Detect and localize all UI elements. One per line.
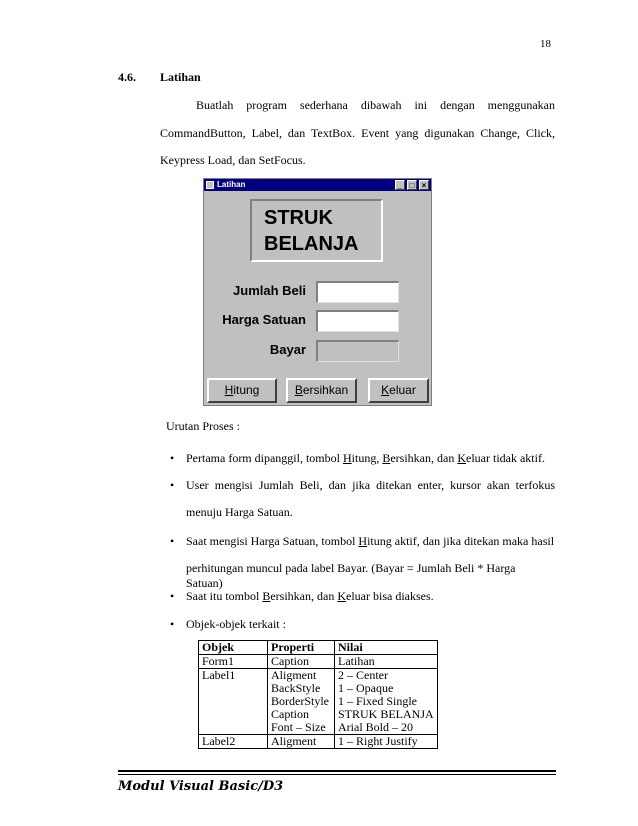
- bayar-output: [316, 340, 399, 362]
- vb-form-window: [203, 178, 432, 406]
- table-row: [199, 655, 438, 669]
- header-nilai: Nilai: [335, 641, 438, 655]
- header-properti: Properti: [268, 641, 335, 655]
- table-header-row: [199, 641, 438, 655]
- struk-belanja-label: [250, 199, 383, 262]
- section-number: 4.6.: [118, 70, 136, 84]
- bullet-3-line-2: perhitungan muncul pada label Bayar. (Bayar = Jumlah Beli * Harga Satuan): [186, 561, 516, 590]
- bullet-2-line-2: menuju Harga Satuan.: [186, 505, 293, 519]
- table-cell: Aligment BackStyle BorderStyle Caption Font – Size: [268, 669, 335, 735]
- table-cell: Caption: [268, 655, 335, 669]
- bullet-3-line-1: Saat mengisi Harga Satuan, tombol Hitung aktif, dan jika ditekan maka hasil: [186, 534, 555, 548]
- maximize-icon[interactable]: □: [407, 180, 417, 190]
- table-cell: 2 – Center 1 – Opaque 1 – Fixed Single STRUK BELANJA Arial Bold – 20: [335, 669, 438, 735]
- bullet-5-text: Objek-objek terkait :: [186, 617, 286, 631]
- jumlah-beli-input[interactable]: [316, 281, 399, 303]
- close-icon[interactable]: ×: [419, 180, 429, 190]
- footer-text: Modul Visual Basic/D3: [118, 779, 284, 794]
- table-cell: Aligment: [268, 735, 335, 749]
- jumlah-beli-label: Jumlah Beli: [233, 283, 306, 298]
- struk-line-2: BELANJA: [264, 233, 359, 255]
- minimize-icon[interactable]: _: [395, 180, 405, 190]
- window-title: Latihan: [217, 180, 246, 189]
- paragraph-line-1: Buatlah program sederhana dibawah ini dengan menggunakan: [196, 98, 555, 112]
- hitung-button[interactable]: Hitung: [207, 378, 277, 403]
- bullet-icon: •: [170, 451, 175, 465]
- bayar-label: Bayar: [269, 342, 306, 357]
- bullet-icon: •: [170, 617, 175, 631]
- footer-rule: [118, 774, 556, 775]
- harga-satuan-label: Harga Satuan: [222, 312, 306, 327]
- bullet-icon: •: [170, 478, 175, 492]
- paragraph-line-3: Keypress Load, dan SetFocus.: [160, 153, 306, 167]
- table-cell: Label1: [199, 669, 268, 735]
- table-cell: Form1: [199, 655, 268, 669]
- footer-rule: [118, 770, 556, 772]
- keluar-button[interactable]: Keluar: [368, 378, 429, 403]
- page-number: 18: [540, 38, 551, 50]
- table-row: [199, 735, 438, 749]
- table-row: [199, 669, 438, 735]
- harga-satuan-input[interactable]: [316, 310, 399, 332]
- process-heading: Urutan Proses :: [166, 419, 240, 433]
- header-objek: Objek: [199, 641, 268, 655]
- bersihkan-button[interactable]: Bersihkan: [286, 378, 357, 403]
- bullet-icon: •: [170, 589, 175, 603]
- struk-line-1: STRUK: [264, 207, 333, 229]
- bullet-icon: •: [170, 534, 175, 548]
- bullet-1-text: Pertama form dipanggil, tombol Hitung, Bersihkan, dan Keluar tidak aktif.: [186, 451, 545, 465]
- paragraph-line-2: CommandButton, Label, dan TextBox. Event yang digunakan Change, Click,: [160, 126, 555, 140]
- window-titlebar: [204, 179, 431, 191]
- bullet-2-line-1: User mengisi Jumlah Beli, dan jika ditekan enter, kursor akan terfokus: [186, 478, 555, 492]
- table-cell: Latihan: [335, 655, 438, 669]
- window-app-icon: [206, 181, 214, 189]
- table-cell: Label2: [199, 735, 268, 749]
- section-title: Latihan: [160, 70, 201, 84]
- table-cell: 1 – Right Justify: [335, 735, 438, 749]
- object-properties-table: [198, 640, 438, 749]
- bullet-4-text: Saat itu tombol Bersihkan, dan Keluar bisa diakses.: [186, 589, 434, 603]
